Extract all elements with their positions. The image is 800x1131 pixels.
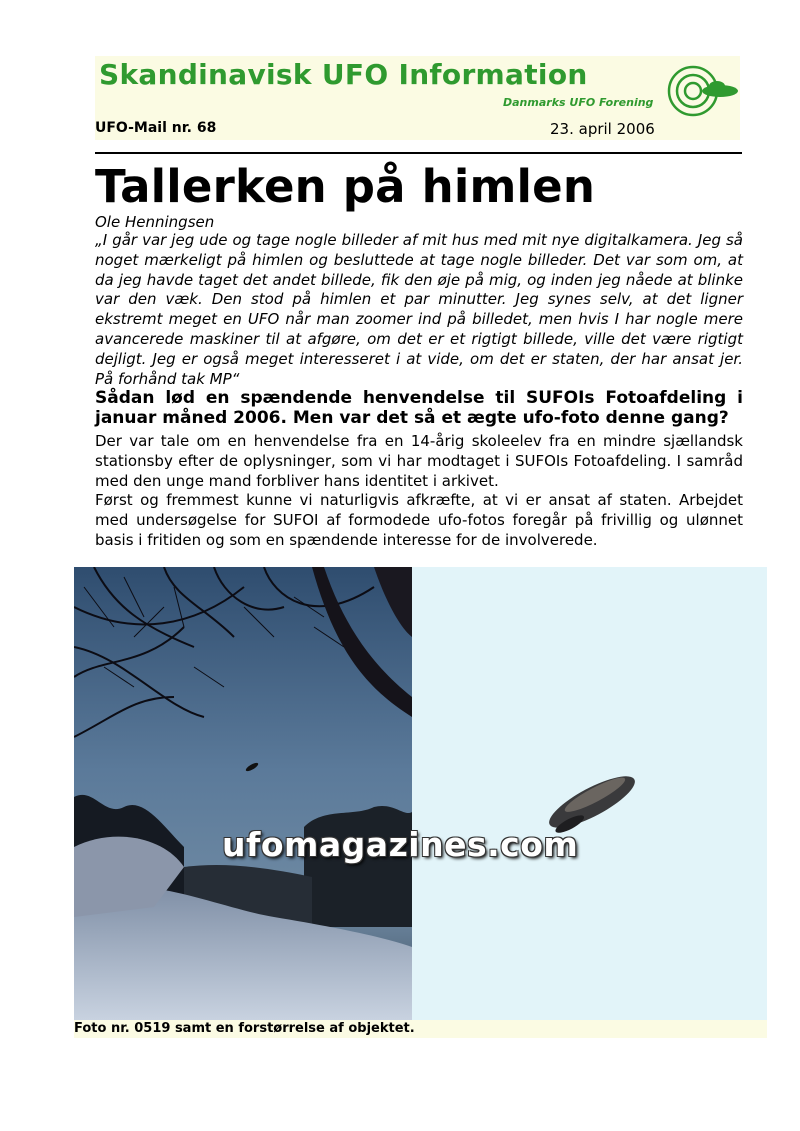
header-rule <box>95 152 742 154</box>
issue-date: 23. april 2006 <box>550 120 655 138</box>
masthead-title: Skandinavisk UFO Information <box>99 58 588 91</box>
photo-original <box>74 567 412 1020</box>
article-title: Tallerken på himlen <box>95 160 596 213</box>
masthead <box>95 56 740 140</box>
article-paragraph: Der var tale om en henvendelse fra en 14-årig skoleelev fra en mindre sjællandsk stationsby efter de oplysninger, som vi har modtaget i SUFOIs Fotoafdeling. I samråd med den unge mand forbliver hans identitet i arkivet. <box>95 432 743 490</box>
ufo-target-logo-icon <box>665 60 740 122</box>
masthead-subtitle: Danmarks UFO Forening <box>503 96 654 109</box>
photo-enlargement <box>412 567 767 1020</box>
photo-pair <box>74 567 767 1020</box>
issue-number: UFO-Mail nr. 68 <box>95 120 217 136</box>
photo-caption: Foto nr. 0519 samt en forstørrelse af objektet. <box>74 1021 415 1036</box>
article-author: Ole Henningsen <box>95 213 215 231</box>
article-subhead: Sådan lød en spændende henvendelse til SUFOIs Fotoafdeling i januar måned 2006. Men var det så et ægte ufo-foto denne gang? <box>95 388 743 428</box>
article-body <box>95 432 743 551</box>
caption-bar <box>74 1020 767 1038</box>
article-paragraph: Først og fremmest kunne vi naturligvis afkræfte, at vi er ansat af staten. Arbejdet med undersøgelse for SUFOI af formodede ufo-fotos foregår på frivillig og ulønnet basis i fritiden og som en spændende interesse for de involverede. <box>95 491 743 549</box>
watermark: ufomagazines.com <box>222 825 579 864</box>
article-quote: „I går var jeg ude og tage nogle billeder af mit hus med mit nye digitalkamera. Jeg så noget mærkeligt på himlen og besluttede at tage nogle billeder. Det var som om, at da jeg havde taget det andet billede, fik den øje på mig, og inden jeg nåede at blinke var den væk. Den stod på himlen et par minutter. Jeg synes selv, at det ligner ekstremt meget en UFO når man zoomer ind på billedet, men hvis I har nogle mere avancerede maskiner til at afgøre, om det er et rigtigt billede, ville det være rigtigt dejligt. Jeg er også meget interesseret i at vide, om det er staten, der har ansat jer. På forhånd tak MP“ <box>95 231 743 388</box>
